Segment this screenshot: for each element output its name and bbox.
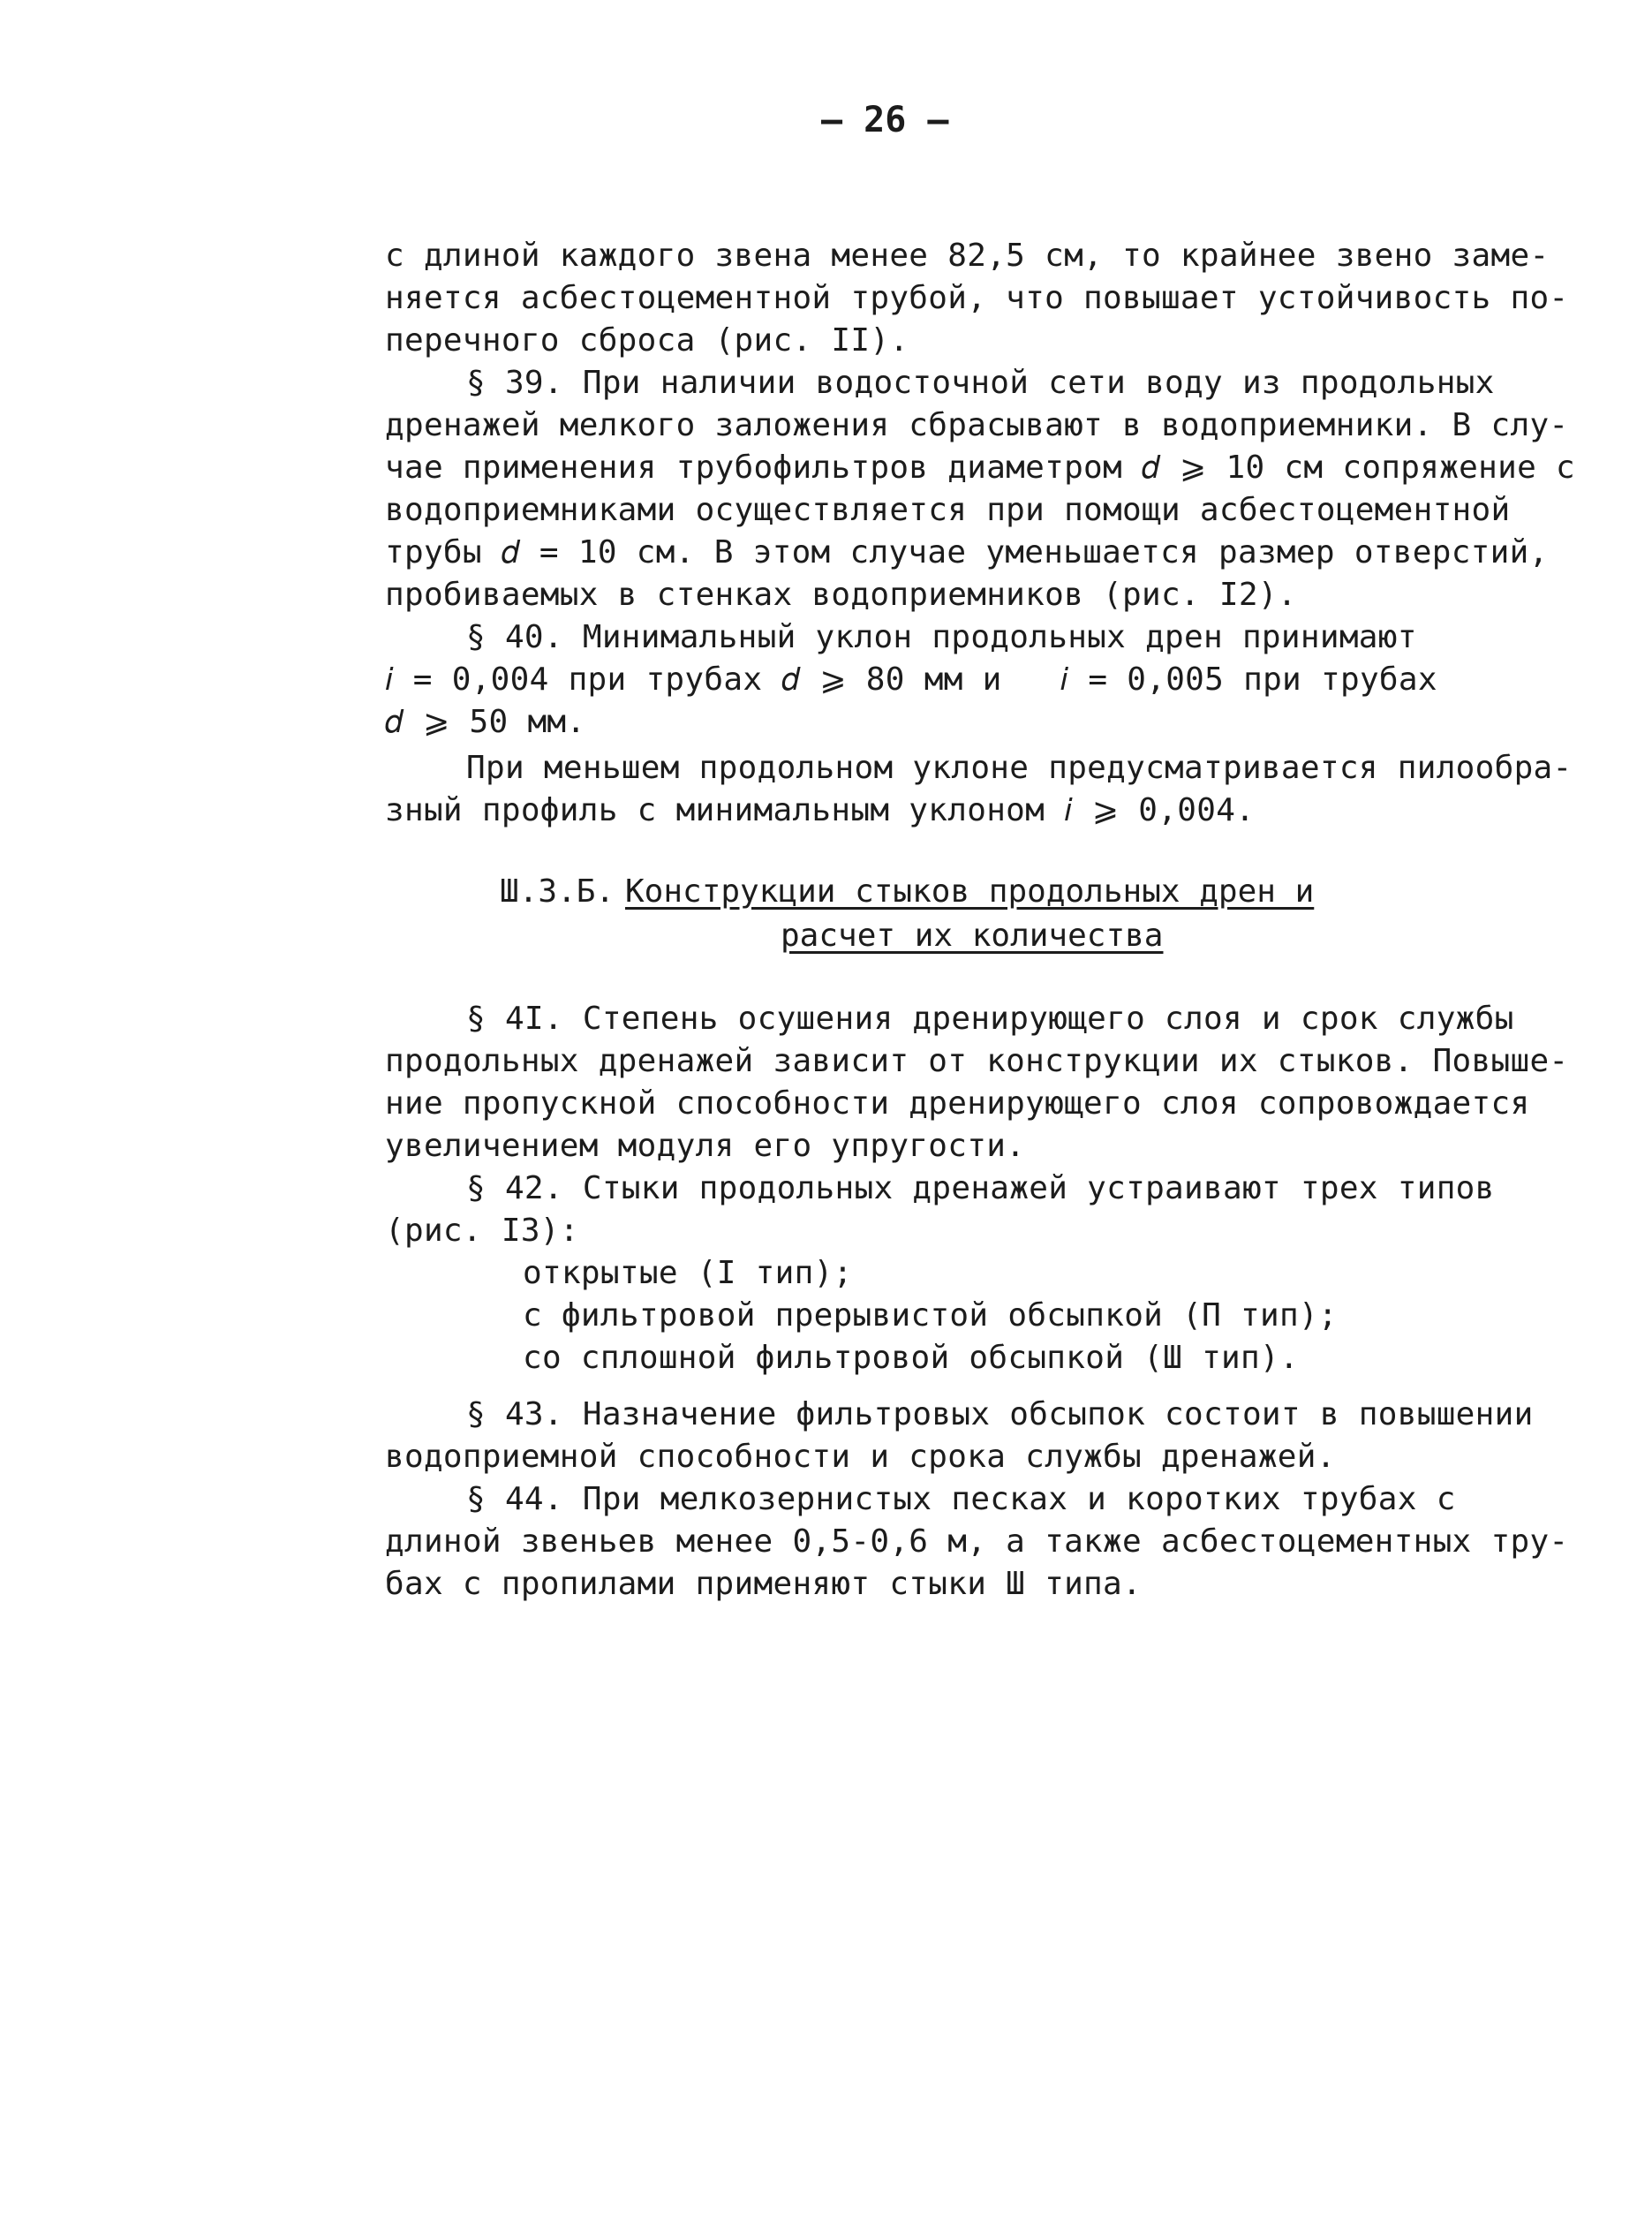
page-number: — 26 —	[821, 100, 949, 140]
paragraph-40-start: § 40. Минимальный уклон продольных дрен принимают	[466, 619, 1417, 655]
text-line: няется асбестоцементной трубой, что повышает устойчивость по-	[385, 280, 1569, 316]
text-line: пробиваемых в стенках водоприемников (рис. I2).	[385, 577, 1297, 613]
section-number: Ш.3.Б.	[500, 873, 615, 910]
text-line: 𝑖 = 0,004 при трубах 𝑑 ⩾ 80 мм и 𝑖 = 0,005 при трубах	[385, 661, 1437, 698]
section-title-line1: Конструкции стыков продольных дрен и	[625, 873, 1315, 910]
list-item: с фильтровой прерывистой обсыпкой (П тип);	[523, 1297, 1338, 1334]
text-line: 𝑑 ⩾ 50 мм.	[385, 704, 586, 740]
text-line: длиной звеньев менее 0,5-0,6 м, а также асбестоцементных тру-	[385, 1523, 1569, 1560]
text-line: водоприемной способности и срока службы дренажей.	[385, 1439, 1336, 1475]
text-line: чае применения трубофильтров диаметром 𝑑 ⩾ 10 см сопряжение с	[385, 450, 1576, 486]
paragraph-41-start: § 4I. Степень осушения дренирующего слоя и срок службы	[466, 1001, 1514, 1037]
text-line: дренажей мелкого заложения сбрасывают в водоприемники. В слу-	[385, 407, 1569, 443]
text-line: продольных дренажей зависит от конструкции их стыков. Повыше-	[385, 1043, 1569, 1079]
paragraph-39-start: § 39. При наличии водосточной сети воду из продольных	[466, 365, 1495, 401]
list-item: открытые (I тип);	[523, 1255, 853, 1291]
list-item: со сплошной фильтровой обсыпкой (Ш тип).	[523, 1340, 1299, 1376]
paragraph-43-start: § 43. Назначение фильтровых обсыпок состоит в повышении	[466, 1396, 1534, 1432]
text-line: трубы 𝑑 = 10 см. В этом случае уменьшается размер отверстий,	[385, 534, 1549, 571]
paragraph-44-start: § 44. При мелкозернистых песках и коротких трубах с	[466, 1481, 1456, 1517]
text-line: увеличением модуля его упругости.	[385, 1128, 1026, 1164]
paragraph-42-start: § 42. Стыки продольных дренажей устраивают трех типов	[466, 1170, 1495, 1206]
text-line: бах с пропилами применяют стыки Ш типа.	[385, 1566, 1142, 1602]
text-line: зный профиль с минимальным уклоном 𝑖 ⩾ 0,004.	[385, 792, 1256, 828]
text-line: ние пропускной способности дренирующего слоя сопровождается	[385, 1085, 1530, 1122]
section-title-line2: расчет их количества	[781, 918, 1164, 954]
text-line: При меньшем продольном уклоне предусматривается пилообра-	[466, 750, 1573, 786]
text-line: перечного сброса (рис. II).	[385, 322, 909, 359]
text-line: (рис. I3):	[385, 1213, 579, 1249]
text-line: водоприемниками осуществляется при помощи асбестоцементной	[385, 492, 1511, 528]
text-line: с длиной каждого звена менее 82,5 см, то крайнее звено заме-	[385, 238, 1550, 274]
